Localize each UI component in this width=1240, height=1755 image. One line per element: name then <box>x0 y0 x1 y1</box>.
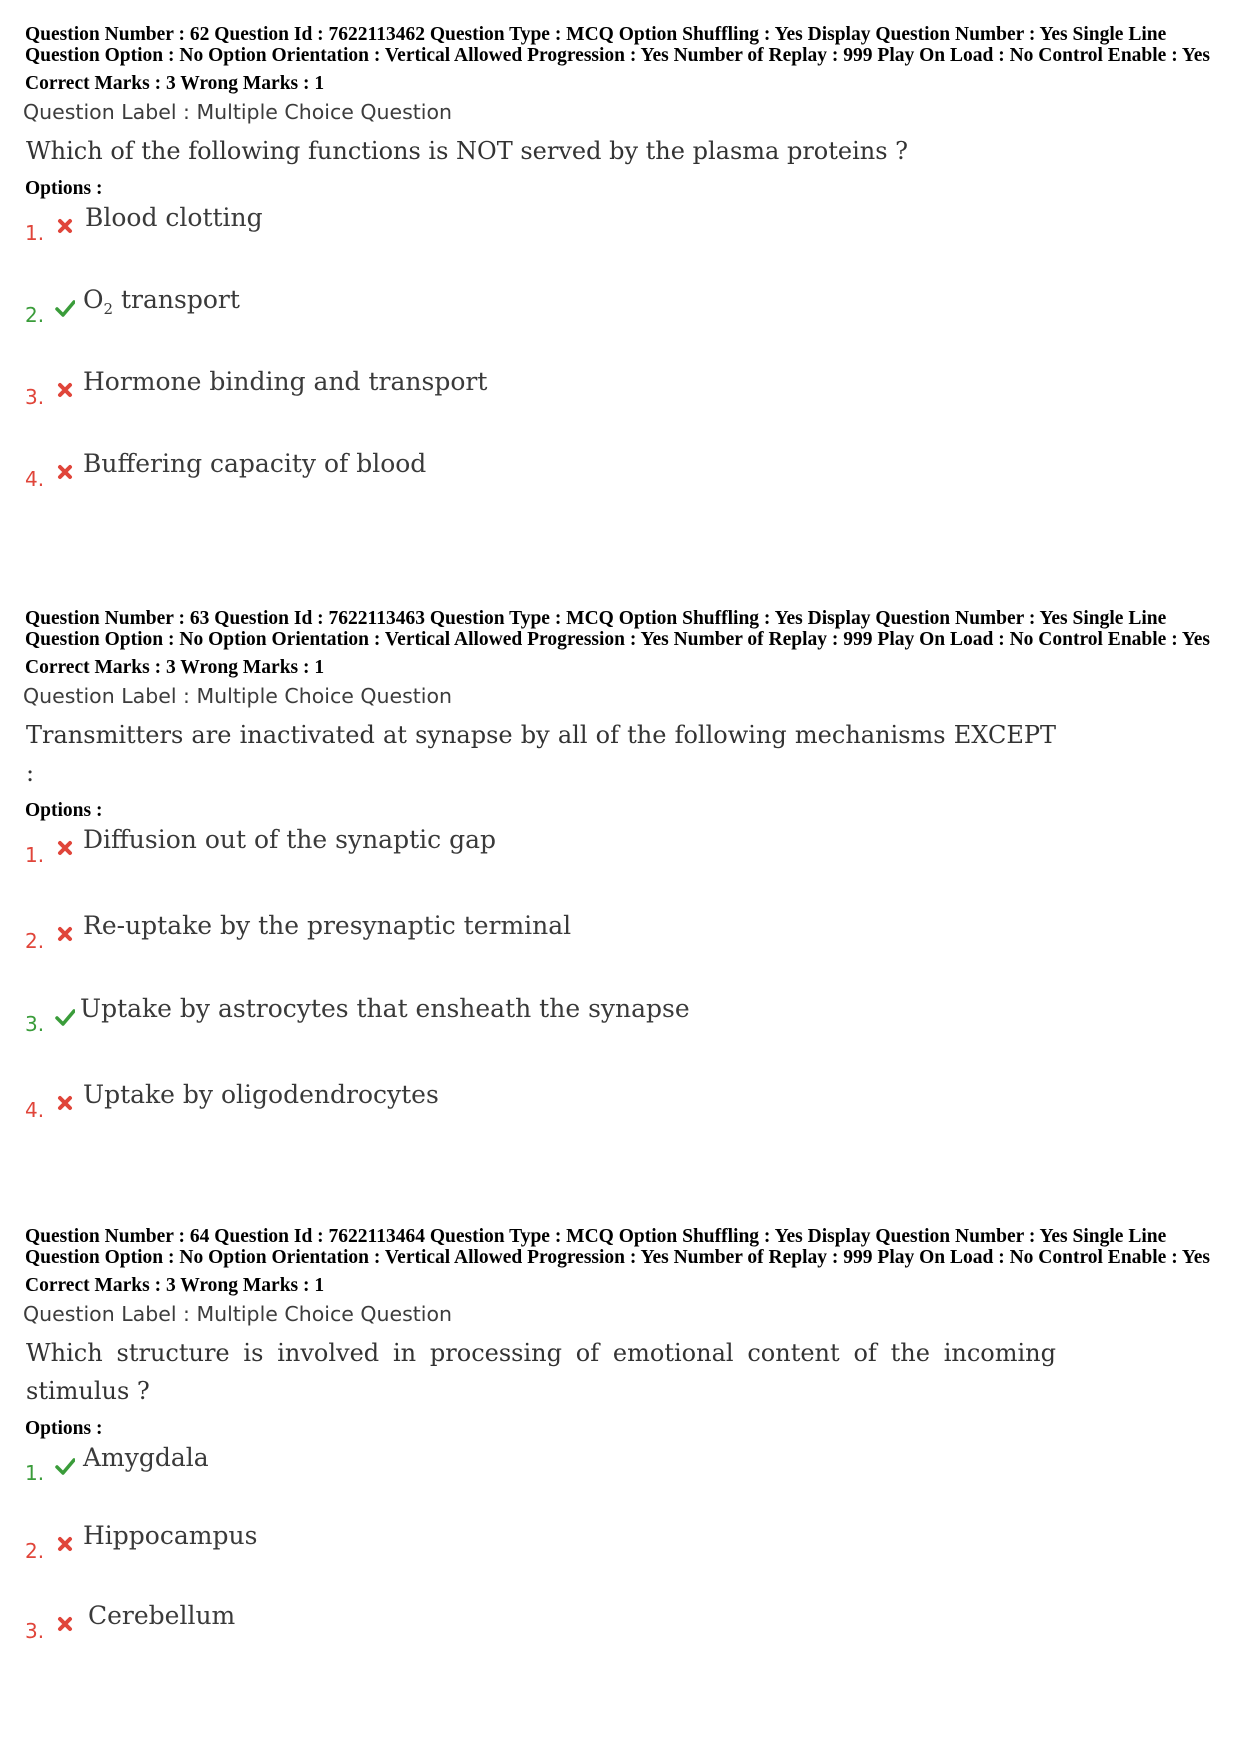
check-icon <box>55 298 75 318</box>
cross-icon <box>55 1534 75 1554</box>
check-icon <box>55 1007 75 1027</box>
question-marks: Correct Marks : 3 Wrong Marks : 1 <box>25 657 325 678</box>
options-heading: Options : <box>25 178 103 199</box>
options-heading: Options : <box>25 1418 103 1439</box>
option-number: 3. <box>25 1619 45 1643</box>
option-number: 2. <box>25 303 45 327</box>
option-item <box>25 284 925 328</box>
option-text: Buffering capacity of blood <box>83 449 427 478</box>
options-list <box>25 1440 1225 1660</box>
cross-icon <box>55 380 75 400</box>
question-block <box>25 25 1225 500</box>
option-item <box>25 824 925 868</box>
question-meta: Question Number : 63 Question Id : 7622113463 Question Type : MCQ Option Shuffling : Yes Display Question Number : Yes Single Line Question Option : No Option Orientation : Vertical Allowed Progression : Yes Number of Replay : 999 Play On Load : No Control Enable : Yes <box>25 608 1211 650</box>
cross-icon <box>55 838 75 858</box>
option-item <box>25 1600 925 1644</box>
option-text: Amygdala <box>83 1443 209 1472</box>
cross-icon <box>55 216 75 236</box>
option-text: Hippocampus <box>83 1521 258 1550</box>
question-label: Question Label : Multiple Choice Question <box>23 684 453 708</box>
option-text: Cerebellum <box>88 1601 236 1630</box>
cross-icon <box>55 924 75 944</box>
question-text: Which structure is involved in processing of emotional content of the incoming stimulus ? <box>26 1339 1056 1405</box>
question-text: Transmitters are inactivated at synapse by all of the following mechanisms EXCEPT : <box>26 721 1056 787</box>
option-number: 3. <box>25 1012 45 1036</box>
option-number: 2. <box>25 929 45 953</box>
cross-icon <box>55 462 75 482</box>
cross-icon <box>55 1093 75 1113</box>
question-label: Question Label : Multiple Choice Question <box>23 1302 453 1326</box>
option-text-rest: transport <box>113 285 240 314</box>
option-text: Uptake by astrocytes that ensheath the synapse <box>80 994 690 1023</box>
options-heading: Options : <box>25 800 103 821</box>
question-block <box>25 1227 1225 1660</box>
question-meta: Question Number : 64 Question Id : 7622113464 Question Type : MCQ Option Shuffling : Yes Display Question Number : Yes Single Line Question Option : No Option Orientation : Vertical Allowed Progression : Yes Number of Replay : 999 Play On Load : No Control Enable : Yes <box>25 1226 1211 1268</box>
question-marks: Correct Marks : 3 Wrong Marks : 1 <box>25 1275 325 1296</box>
option-text: Hormone binding and transport <box>83 367 488 396</box>
question-label: Question Label : Multiple Choice Question <box>23 100 453 124</box>
option-item <box>25 448 925 492</box>
option-item <box>25 366 925 410</box>
option-text: Re-uptake by the presynaptic terminal <box>83 911 572 940</box>
option-item <box>25 993 925 1037</box>
cross-icon <box>55 1614 75 1634</box>
option-item <box>25 910 925 954</box>
option-text-subscript: 2 <box>103 300 114 318</box>
option-item <box>25 202 925 246</box>
option-item <box>25 1442 925 1486</box>
question-marks: Correct Marks : 3 Wrong Marks : 1 <box>25 73 325 94</box>
option-number: 1. <box>25 1461 45 1485</box>
option-number: 4. <box>25 467 45 491</box>
question-text: Which of the following functions is NOT served by the plasma proteins ? <box>26 137 909 165</box>
options-list <box>25 200 1225 500</box>
option-text: Uptake by oligodendrocytes <box>83 1080 439 1109</box>
option-text-main: O <box>83 285 104 314</box>
option-text: Blood clotting <box>85 203 263 232</box>
option-item <box>25 1520 925 1564</box>
option-number: 1. <box>25 843 45 867</box>
question-meta: Question Number : 62 Question Id : 7622113462 Question Type : MCQ Option Shuffling : Yes Display Question Number : Yes Single Line Question Option : No Option Orientation : Vertical Allowed Progression : Yes Number of Replay : 999 Play On Load : No Control Enable : Yes <box>25 24 1211 66</box>
check-icon <box>55 1456 75 1476</box>
option-number: 4. <box>25 1098 45 1122</box>
option-number: 1. <box>25 221 45 245</box>
option-text: Diffusion out of the synaptic gap <box>83 825 496 854</box>
option-item <box>25 1079 925 1123</box>
question-block <box>25 609 1225 1122</box>
options-list <box>25 822 1225 1122</box>
option-text <box>83 284 240 325</box>
option-number: 3. <box>25 385 45 409</box>
option-number: 2. <box>25 1539 45 1563</box>
